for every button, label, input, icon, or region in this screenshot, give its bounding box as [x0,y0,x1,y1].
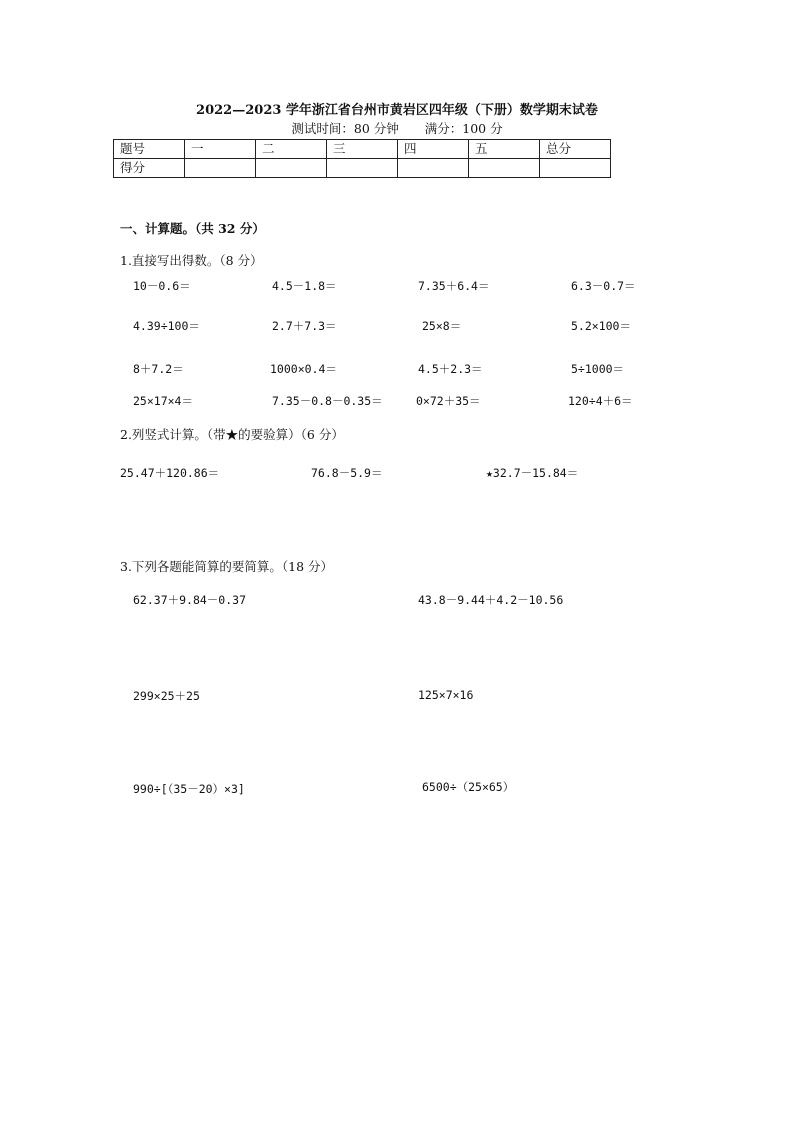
simplify-exercise: 6500÷（25×65） [422,780,515,794]
exercise: 2.7＋7.3＝ [272,319,337,333]
score-cell[interactable] [185,159,256,178]
score-header-cell: 三 [327,140,398,159]
score-cell[interactable] [256,159,327,178]
exercise: 1000×0.4＝ [270,362,337,376]
page-title: 2022—2023 学年浙江省台州市黄岩区四年级（下册）数学期末试卷 [196,103,598,118]
exercise: 6.3－0.7＝ [571,279,636,293]
exercise: 0×72＋35＝ [416,394,481,408]
exercise: 4.39÷100＝ [133,319,200,333]
simplify-exercise: 125×7×16 [418,688,474,702]
vertical-calc-exercise: 25.47＋120.86＝ [120,466,220,480]
question-1-title: 1.直接写出得数。（8 分） [120,253,263,268]
score-cell[interactable] [469,159,540,178]
exercise: 10－0.6＝ [133,279,191,293]
score-table-header-row [114,140,611,159]
exercise: 25×8＝ [422,319,462,333]
exercise: 4.5＋2.3＝ [418,362,483,376]
score-table-score-row [114,159,611,178]
simplify-exercise: 299×25＋25 [133,689,200,703]
vertical-calc-exercise: ★32.7－15.84＝ [486,466,579,480]
exercise: 25×17×4＝ [133,394,193,408]
vertical-calc-exercise: 76.8－5.9＝ [311,466,383,480]
score-cell[interactable] [327,159,398,178]
exercise: 120÷4＋6＝ [568,394,633,408]
score-header-cell: 二 [256,140,327,159]
exercise: 5.2×100＝ [571,319,631,333]
section-1-heading: 一、计算题。（共 32 分） [120,221,265,236]
exam-info [0,119,794,137]
question-2-title: 2.列竖式计算。（带★的要验算）（6 分） [120,427,344,442]
exercise: 8＋7.2＝ [133,362,184,376]
simplify-exercise: 62.37＋9.84－0.37 [133,593,247,607]
exercise: 4.5－1.8＝ [272,279,337,293]
score-header-cell: 题号 [114,140,185,159]
exercise: 5÷1000＝ [571,362,625,376]
question-3-title: 3.下列各题能简算的要简算。（18 分） [120,559,334,574]
simplify-exercise: 43.8－9.44＋4.2－10.56 [418,593,564,607]
score-cell[interactable] [398,159,469,178]
score-header-cell: 四 [398,140,469,159]
test-time: 测试时间：80 分钟 [291,121,399,136]
score-header-cell: 总分 [540,140,611,159]
full-score: 满分：100 分 [424,121,503,136]
score-row-label: 得分 [114,159,185,178]
score-header-cell: 一 [185,140,256,159]
simplify-exercise: 990÷[（35－20）×3] [133,782,245,796]
exercise: 7.35－0.8－0.35＝ [272,394,383,408]
score-cell[interactable] [540,159,611,178]
score-table [113,139,611,178]
score-header-cell: 五 [469,140,540,159]
exercise: 7.35＋6.4＝ [418,279,490,293]
